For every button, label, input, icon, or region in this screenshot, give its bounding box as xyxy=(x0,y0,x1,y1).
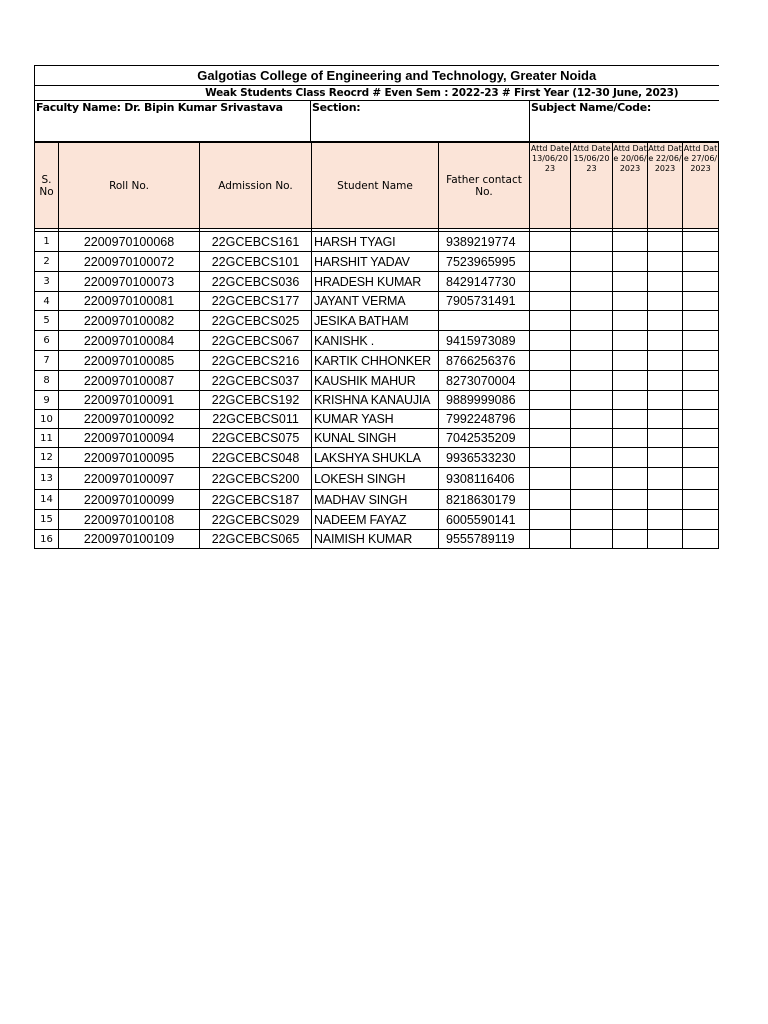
row-attendance-cell-5 xyxy=(683,371,719,391)
row-attendance-cell-2 xyxy=(571,448,613,468)
row-roll-no: 2200970100072 xyxy=(59,252,200,272)
row-attendance-cell-1 xyxy=(530,510,571,530)
row-admission-no: 22GCEBCS037 xyxy=(200,371,312,391)
row-attendance-cell-1 xyxy=(530,331,571,351)
row-roll-no: 2200970100108 xyxy=(59,510,200,530)
row-attendance-cell-5 xyxy=(683,510,719,530)
row-attendance-cell-2 xyxy=(571,371,613,391)
row-admission-no: 22GCEBCS192 xyxy=(200,391,312,410)
row-attendance-cell-5 xyxy=(683,232,719,252)
row-attendance-cell-2 xyxy=(571,510,613,530)
header-attd-5: Attd Date 27/06/2023 xyxy=(683,143,719,229)
row-attendance-cell-4 xyxy=(648,410,683,429)
row-attendance-cell-4 xyxy=(648,331,683,351)
row-attendance-cell-5 xyxy=(683,292,719,311)
row-father-contact: 8218630179 xyxy=(439,490,530,510)
row-attendance-cell-1 xyxy=(530,272,571,292)
row-roll-no: 2200970100073 xyxy=(59,272,200,292)
row-attendance-cell-4 xyxy=(648,429,683,448)
row-father-contact: 7905731491 xyxy=(439,292,530,311)
row-father-contact: 6005590141 xyxy=(439,510,530,530)
row-attendance-cell-1 xyxy=(530,371,571,391)
row-father-contact: 9415973089 xyxy=(439,331,530,351)
row-sno: 7 xyxy=(35,351,59,371)
row-attendance-cell-4 xyxy=(648,468,683,490)
row-roll-no: 2200970100081 xyxy=(59,292,200,311)
row-attendance-cell-4 xyxy=(648,391,683,410)
header-attd-2: Attd Date 15/06/2023 xyxy=(571,143,613,229)
row-roll-no: 2200970100094 xyxy=(59,429,200,448)
row-roll-no: 2200970100068 xyxy=(59,232,200,252)
row-sno: 5 xyxy=(35,311,59,331)
row-attendance-cell-4 xyxy=(648,490,683,510)
row-sno: 9 xyxy=(35,391,59,410)
row-attendance-cell-3 xyxy=(613,232,648,252)
row-student-name: NADEEM FAYAZ xyxy=(312,510,439,530)
row-attendance-cell-1 xyxy=(530,232,571,252)
table-row xyxy=(35,429,719,448)
row-attendance-cell-4 xyxy=(648,232,683,252)
row-attendance-cell-1 xyxy=(530,530,571,549)
row-father-contact: 7042535209 xyxy=(439,429,530,448)
row-father-contact: 8429147730 xyxy=(439,272,530,292)
row-attendance-cell-2 xyxy=(571,272,613,292)
faculty-name: Faculty Name: Dr. Bipin Kumar Srivastava xyxy=(35,101,311,142)
row-student-name: KUNAL SINGH xyxy=(312,429,439,448)
row-attendance-cell-2 xyxy=(571,468,613,490)
row-attendance-cell-5 xyxy=(683,530,719,549)
row-attendance-cell-2 xyxy=(571,252,613,272)
row-father-contact: 8766256376 xyxy=(439,351,530,371)
row-attendance-cell-1 xyxy=(530,292,571,311)
header-attd-1: Attd Date 13/06/2023 xyxy=(530,143,571,229)
row-attendance-cell-4 xyxy=(648,510,683,530)
row-student-name: KANISHK . xyxy=(312,331,439,351)
row-sno: 13 xyxy=(35,468,59,490)
row-attendance-cell-4 xyxy=(648,272,683,292)
row-student-name: KRISHNA KANAUJIA xyxy=(312,391,439,410)
row-attendance-cell-2 xyxy=(571,292,613,311)
row-attendance-cell-3 xyxy=(613,252,648,272)
table-row xyxy=(35,331,719,351)
sheet-header xyxy=(34,65,719,142)
row-student-name: LAKSHYA SHUKLA xyxy=(312,448,439,468)
row-admission-no: 22GCEBCS101 xyxy=(200,252,312,272)
row-father-contact: 9389219774 xyxy=(439,232,530,252)
header-roll: Roll No. xyxy=(59,143,200,229)
row-sno: 12 xyxy=(35,448,59,468)
row-attendance-cell-4 xyxy=(648,252,683,272)
row-attendance-cell-2 xyxy=(571,429,613,448)
row-sno: 8 xyxy=(35,371,59,391)
row-student-name: HARSH TYAGI xyxy=(312,232,439,252)
section-field: Section: xyxy=(311,101,530,142)
row-sno: 4 xyxy=(35,292,59,311)
row-father-contact: 7523965995 xyxy=(439,252,530,272)
row-admission-no: 22GCEBCS036 xyxy=(200,272,312,292)
row-attendance-cell-3 xyxy=(613,530,648,549)
row-admission-no: 22GCEBCS075 xyxy=(200,429,312,448)
row-student-name: HARSHIT YADAV xyxy=(312,252,439,272)
row-student-name: KARTIK CHHONKER xyxy=(312,351,439,371)
row-attendance-cell-4 xyxy=(648,371,683,391)
row-admission-no: 22GCEBCS048 xyxy=(200,448,312,468)
row-student-name: KAUSHIK MAHUR xyxy=(312,371,439,391)
row-admission-no: 22GCEBCS025 xyxy=(200,311,312,331)
row-attendance-cell-1 xyxy=(530,311,571,331)
row-student-name: NAIMISH KUMAR xyxy=(312,530,439,549)
row-attendance-cell-5 xyxy=(683,410,719,429)
table-row xyxy=(35,448,719,468)
row-roll-no: 2200970100087 xyxy=(59,371,200,391)
row-student-name: MADHAV SINGH xyxy=(312,490,439,510)
row-student-name: HRADESH KUMAR xyxy=(312,272,439,292)
row-attendance-cell-3 xyxy=(613,371,648,391)
row-attendance-cell-5 xyxy=(683,351,719,371)
row-roll-no: 2200970100082 xyxy=(59,311,200,331)
row-attendance-cell-5 xyxy=(683,490,719,510)
row-attendance-cell-2 xyxy=(571,232,613,252)
row-attendance-cell-3 xyxy=(613,448,648,468)
header-sno: S. No xyxy=(35,143,59,229)
row-attendance-cell-5 xyxy=(683,468,719,490)
students-table xyxy=(34,142,719,549)
table-row xyxy=(35,371,719,391)
row-attendance-cell-3 xyxy=(613,510,648,530)
row-roll-no: 2200970100099 xyxy=(59,490,200,510)
row-attendance-cell-5 xyxy=(683,252,719,272)
row-admission-no: 22GCEBCS177 xyxy=(200,292,312,311)
row-father-contact xyxy=(439,311,530,331)
row-sno: 14 xyxy=(35,490,59,510)
row-roll-no: 2200970100085 xyxy=(59,351,200,371)
row-attendance-cell-3 xyxy=(613,272,648,292)
row-attendance-cell-4 xyxy=(648,311,683,331)
header-admission: Admission No. xyxy=(200,143,312,229)
table-row xyxy=(35,530,719,549)
table-row xyxy=(35,410,719,429)
header-attd-4: Attd Date 22/06/2023 xyxy=(648,143,683,229)
header-attd-3: Attd Date 20/06/2023 xyxy=(613,143,648,229)
table-row xyxy=(35,292,719,311)
row-attendance-cell-3 xyxy=(613,490,648,510)
row-attendance-cell-4 xyxy=(648,448,683,468)
row-roll-no: 2200970100097 xyxy=(59,468,200,490)
row-attendance-cell-5 xyxy=(683,331,719,351)
row-admission-no: 22GCEBCS187 xyxy=(200,490,312,510)
row-attendance-cell-1 xyxy=(530,468,571,490)
table-row xyxy=(35,272,719,292)
row-attendance-cell-1 xyxy=(530,429,571,448)
row-attendance-cell-4 xyxy=(648,292,683,311)
table-row xyxy=(35,252,719,272)
row-father-contact: 9308116406 xyxy=(439,468,530,490)
row-father-contact: 9555789119 xyxy=(439,530,530,549)
row-attendance-cell-2 xyxy=(571,391,613,410)
row-student-name: KUMAR YASH xyxy=(312,410,439,429)
row-attendance-cell-1 xyxy=(530,351,571,371)
row-father-contact: 8273070004 xyxy=(439,371,530,391)
row-attendance-cell-4 xyxy=(648,530,683,549)
row-attendance-cell-4 xyxy=(648,351,683,371)
row-student-name: JESIKA BATHAM xyxy=(312,311,439,331)
row-attendance-cell-2 xyxy=(571,530,613,549)
row-admission-no: 22GCEBCS029 xyxy=(200,510,312,530)
row-student-name: JAYANT VERMA xyxy=(312,292,439,311)
table-row xyxy=(35,391,719,410)
row-attendance-cell-2 xyxy=(571,311,613,331)
row-attendance-cell-3 xyxy=(613,391,648,410)
table-header-row xyxy=(35,143,719,229)
record-title: Weak Students Class Reocrd # Even Sem : 2022-23 # First Year (12-30 June, 2023) xyxy=(35,86,719,101)
row-roll-no: 2200970100084 xyxy=(59,331,200,351)
table-row xyxy=(35,232,719,252)
row-attendance-cell-2 xyxy=(571,331,613,351)
row-attendance-cell-3 xyxy=(613,429,648,448)
row-attendance-cell-1 xyxy=(530,490,571,510)
header-contact: Father contact No. xyxy=(439,143,530,229)
row-attendance-cell-2 xyxy=(571,410,613,429)
row-roll-no: 2200970100109 xyxy=(59,530,200,549)
row-attendance-cell-5 xyxy=(683,311,719,331)
row-attendance-cell-3 xyxy=(613,410,648,429)
row-attendance-cell-2 xyxy=(571,490,613,510)
row-attendance-cell-1 xyxy=(530,448,571,468)
row-sno: 11 xyxy=(35,429,59,448)
row-sno: 2 xyxy=(35,252,59,272)
row-sno: 3 xyxy=(35,272,59,292)
row-sno: 6 xyxy=(35,331,59,351)
row-attendance-cell-2 xyxy=(571,351,613,371)
row-attendance-cell-1 xyxy=(530,391,571,410)
row-father-contact: 7992248796 xyxy=(439,410,530,429)
row-admission-no: 22GCEBCS067 xyxy=(200,331,312,351)
table-row xyxy=(35,311,719,331)
row-roll-no: 2200970100095 xyxy=(59,448,200,468)
row-student-name: LOKESH SINGH xyxy=(312,468,439,490)
row-admission-no: 22GCEBCS216 xyxy=(200,351,312,371)
attendance-sheet xyxy=(34,65,719,549)
row-roll-no: 2200970100091 xyxy=(59,391,200,410)
row-roll-no: 2200970100092 xyxy=(59,410,200,429)
row-sno: 1 xyxy=(35,232,59,252)
row-admission-no: 22GCEBCS065 xyxy=(200,530,312,549)
row-attendance-cell-3 xyxy=(613,311,648,331)
row-admission-no: 22GCEBCS011 xyxy=(200,410,312,429)
row-admission-no: 22GCEBCS200 xyxy=(200,468,312,490)
table-row xyxy=(35,490,719,510)
row-sno: 16 xyxy=(35,530,59,549)
row-sno: 15 xyxy=(35,510,59,530)
row-attendance-cell-3 xyxy=(613,331,648,351)
row-attendance-cell-3 xyxy=(613,468,648,490)
row-attendance-cell-5 xyxy=(683,448,719,468)
row-admission-no: 22GCEBCS161 xyxy=(200,232,312,252)
header-name: Student Name xyxy=(312,143,439,229)
subject-field: Subject Name/Code: xyxy=(530,101,719,142)
row-father-contact: 9936533230 xyxy=(439,448,530,468)
row-sno: 10 xyxy=(35,410,59,429)
row-attendance-cell-3 xyxy=(613,351,648,371)
row-attendance-cell-5 xyxy=(683,272,719,292)
row-attendance-cell-5 xyxy=(683,391,719,410)
table-row xyxy=(35,468,719,490)
row-father-contact: 9889999086 xyxy=(439,391,530,410)
row-attendance-cell-1 xyxy=(530,252,571,272)
college-title: Galgotias College of Engineering and Technology, Greater Noida xyxy=(35,66,719,86)
row-attendance-cell-3 xyxy=(613,292,648,311)
row-attendance-cell-5 xyxy=(683,429,719,448)
table-row xyxy=(35,510,719,530)
row-attendance-cell-1 xyxy=(530,410,571,429)
table-row xyxy=(35,351,719,371)
